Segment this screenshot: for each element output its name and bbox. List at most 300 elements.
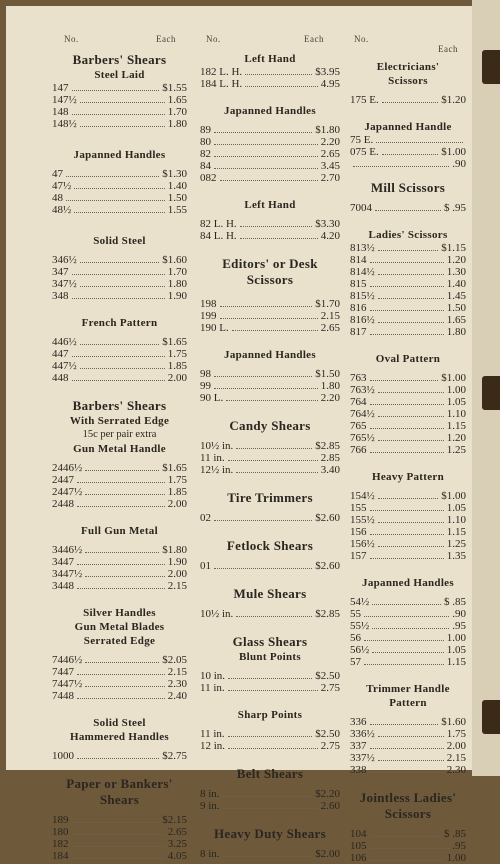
dot-leader [85,678,165,687]
item-price: 1.45 [446,290,466,302]
item-price: $2.50 [315,728,340,740]
price-row [52,82,187,94]
item-number: 90 L. [200,392,224,404]
price-row [200,560,340,572]
price-row [350,326,466,338]
section-title: Tire Trimmers [227,490,313,505]
item-number: 082 [200,172,217,184]
item-number: 816 [350,302,367,314]
dot-leader [214,512,312,521]
price-row [350,514,466,526]
item-number: 348 [52,290,69,302]
dot-leader [236,464,317,473]
dot-leader [80,94,165,103]
item-price: $2.00 [315,848,340,860]
item-price: 1.25 [446,444,466,456]
item-price: 1.30 [446,266,466,278]
price-row [52,814,187,826]
price-row [350,752,466,764]
price-row [52,168,187,180]
dot-leader [378,408,444,417]
item-number: 336 [350,716,367,728]
price-row [200,310,340,322]
price-row [350,828,466,840]
column-2 [200,52,340,860]
section-title: Solid Steel [93,235,146,247]
item-number: 12½ in. [200,464,234,476]
price-row [350,490,466,502]
price-row [350,158,466,170]
item-price: 2.85 [320,452,340,464]
section-title: Japanned Handles [362,577,454,589]
price-row [52,666,187,678]
dot-leader [80,254,160,263]
item-number: 3446½ [52,544,83,556]
item-number: 47 [52,168,63,180]
price-row [52,544,187,556]
price-row [350,266,466,278]
item-number: 815 [350,278,367,290]
price-list [350,94,466,106]
item-price: 1.90 [167,556,187,568]
dot-leader [214,160,318,169]
item-number: 7446½ [52,654,83,666]
item-number: 10½ in. [200,440,234,452]
item-number: 56 [350,632,361,644]
price-row [52,204,187,216]
item-price: $1.80 [315,124,340,136]
price-row [200,78,340,90]
price-list [200,124,340,184]
dot-leader [74,204,165,213]
item-price: 1.40 [446,278,466,290]
price-list [200,670,340,694]
item-number: 813½ [350,242,375,254]
item-number: 47½ [52,180,72,192]
item-number: 446½ [52,336,77,348]
item-price: 3.45 [320,160,340,172]
dot-leader [370,840,450,849]
item-price: 2.00 [167,372,187,384]
dot-leader [85,462,159,471]
item-number: 11 in. [200,682,225,694]
item-number: 89 [200,124,211,136]
dot-leader [77,666,165,675]
item-number: 48 [52,192,63,204]
section-title: Japanned Handles [224,349,316,361]
item-price: 3.25 [167,838,187,850]
item-number: 98 [200,368,211,380]
dot-leader [370,740,444,749]
price-row [200,124,340,136]
item-number: 57 [350,656,361,668]
dot-leader [223,788,313,797]
price-list [52,82,187,130]
dot-leader [228,670,312,679]
section-title: Heavy Pattern [371,471,445,483]
dot-leader [378,242,439,251]
index-tab [482,700,500,734]
item-price: $2.85 [315,608,340,620]
item-number: 56½ [350,644,370,656]
section-title: Heavy Duty Shears [214,826,326,841]
item-price: .90 [452,158,466,170]
item-price: $1.55 [162,82,187,94]
dot-leader [223,800,318,809]
price-row [200,218,340,230]
section-title: Left Hand [244,199,296,211]
item-number: 337 [350,740,367,752]
section-title: Ladies' Scissors [368,229,448,241]
price-list [200,368,340,404]
price-row [350,716,466,728]
item-number: 2448 [52,498,74,510]
item-price: 1.75 [167,348,187,360]
item-price: 4.05 [167,850,187,862]
item-price: $ .85 [444,828,466,840]
item-number: 447½ [52,360,77,372]
item-price: 1.00 [446,384,466,396]
item-price: 1.15 [446,526,466,538]
price-list [350,242,466,338]
price-row [350,764,466,776]
item-price: 2.20 [320,392,340,404]
price-list [200,608,340,620]
dot-leader [85,654,159,663]
price-row [52,750,187,762]
price-list [200,728,340,752]
section-title: Candy Shears [229,418,311,433]
item-number: 763½ [350,384,375,396]
price-row [350,740,466,752]
item-number: 82 L. H. [200,218,237,230]
price-row [52,838,187,850]
dot-leader [72,826,165,835]
section-title: Jointless Ladies' [359,790,457,805]
item-price: 2.30 [167,678,187,690]
item-price: 2.65 [320,148,340,160]
item-number: 155½ [350,514,375,526]
dot-leader [240,230,318,239]
price-list [200,560,340,572]
item-price: 1.05 [446,644,466,656]
price-row [350,728,466,740]
price-list [200,298,340,334]
price-row [52,192,187,204]
item-price: $1.60 [441,716,466,728]
section-title: Barbers' Shears [72,398,167,413]
dot-leader [72,838,165,847]
dot-leader [382,94,439,103]
index-tab [482,376,500,410]
item-price: 1.75 [446,728,466,740]
col1-each-header: Each [156,34,176,44]
dot-leader [214,148,318,157]
item-price: $ .85 [444,596,466,608]
item-price: 2.00 [167,498,187,510]
item-number: 816½ [350,314,375,326]
section-title: Japanned Handles [73,149,166,161]
dot-leader [66,168,159,177]
dot-leader [228,728,313,737]
section-subtitle: Shears [99,792,140,807]
dot-leader [378,432,444,441]
dot-leader [214,124,312,133]
price-row [52,266,187,278]
item-price: $2.60 [315,560,340,572]
price-list [200,440,340,476]
item-number: 154½ [350,490,375,502]
price-row [200,230,340,242]
item-number: 156½ [350,538,375,550]
price-row [350,550,466,562]
price-row [200,464,340,476]
item-number: 198 [200,298,217,310]
item-price: $3.30 [315,218,340,230]
item-number: 336½ [350,728,375,740]
dot-leader [378,514,444,523]
price-list [350,202,466,214]
price-list [350,372,466,456]
item-number: 75 E. [350,134,374,146]
item-number: 190 L. [200,322,229,334]
item-price: 1.85 [167,360,187,372]
price-row [200,172,340,184]
dot-leader [370,326,444,335]
item-price: 1.70 [167,266,187,278]
price-row [350,202,466,214]
item-number: 180 [52,826,69,838]
item-number: 11 in. [200,452,225,464]
price-row [350,852,466,864]
dot-leader [364,632,444,641]
price-row [350,254,466,266]
price-row [350,502,466,514]
item-price: 2.40 [167,690,187,702]
item-price: 2.15 [167,580,187,592]
section-title: Sharp Points [237,709,303,721]
price-row [200,368,340,380]
item-number: 815½ [350,290,375,302]
item-number: 346½ [52,254,77,266]
item-price: 1.80 [167,118,187,130]
price-row [52,474,187,486]
item-price: 1.10 [446,408,466,420]
item-price: 1.50 [167,192,187,204]
item-number: 105 [350,840,367,852]
item-number: 447 [52,348,69,360]
item-number: 347½ [52,278,77,290]
item-number: 12 in. [200,740,226,752]
item-price: 1.00 [446,852,466,864]
item-price: $1.50 [315,368,340,380]
item-price: $2.85 [315,440,340,452]
item-price: 1.05 [446,396,466,408]
section-subtitle: Pattern [389,697,427,709]
item-number: 1000 [52,750,74,762]
col3-no-header: No. [354,34,369,44]
section-title: Silver Handles [83,607,156,619]
dot-leader [77,690,165,699]
dot-leader [214,560,312,569]
dot-leader [378,266,444,275]
col2-no-header: No. [206,34,221,44]
item-number: 84 L. H. [200,230,237,242]
dot-leader [370,852,444,861]
item-price: 2.75 [320,740,340,752]
price-row [200,740,340,752]
dot-leader [72,814,160,823]
item-price: 1.20 [446,432,466,444]
dot-leader [245,78,318,87]
price-row [52,486,187,498]
dot-leader [77,474,165,483]
dot-leader [72,850,165,859]
dot-leader [370,254,444,263]
price-row [200,392,340,404]
item-price: $2.60 [315,512,340,524]
dot-leader [226,392,318,401]
dot-leader [72,290,165,299]
item-price: 1.10 [446,514,466,526]
item-number: 10 in. [200,670,226,682]
dot-leader [245,66,312,75]
price-row [350,526,466,538]
item-price: 1.05 [446,502,466,514]
dot-leader [223,848,313,857]
dot-leader [80,360,165,369]
section-title: Mule Shears [233,586,307,601]
dot-leader [364,608,449,617]
price-row [350,444,466,456]
index-tab [482,50,500,84]
dot-leader [372,644,444,653]
dot-leader [353,158,449,167]
dot-leader [370,502,444,511]
item-price: 1.15 [446,656,466,668]
item-price: $2.15 [162,814,187,826]
dot-leader [72,372,165,381]
page-edge [472,0,500,776]
item-number: 3448 [52,580,74,592]
price-row [52,580,187,592]
price-row [52,94,187,106]
price-row [52,462,187,474]
item-number: 8 in. [200,788,220,800]
dot-leader [236,608,312,617]
item-number: 338 [350,764,367,776]
section-subtitle: Scissors [388,75,428,87]
dot-leader [370,764,444,773]
price-row [350,372,466,384]
item-price: 1.20 [446,254,466,266]
item-price: $1.70 [315,298,340,310]
dot-leader [220,172,318,181]
section-subtitle: Gun Metal Handle [73,443,166,455]
item-price: 2.60 [320,800,340,812]
price-row [200,452,340,464]
item-price: 2.65 [167,826,187,838]
item-price: 1.80 [167,278,187,290]
item-number: 814 [350,254,367,266]
dot-leader [378,384,444,393]
dot-leader [77,556,165,565]
item-price: 1.90 [167,290,187,302]
dot-leader [74,180,165,189]
price-row [52,690,187,702]
price-list [350,596,466,668]
item-number: 10½ in. [200,608,234,620]
price-row [200,148,340,160]
item-number: 148½ [52,118,77,130]
item-number: 075 E. [350,146,379,158]
price-row [350,384,466,396]
item-price: $1.65 [162,336,187,348]
item-price: 1.70 [167,106,187,118]
price-row [200,670,340,682]
section-subtitle: Scissors [384,806,432,821]
item-number: 184 [52,850,69,862]
dot-leader [77,498,165,507]
dot-leader [370,302,444,311]
price-list [52,168,187,216]
dot-leader [370,828,442,837]
dot-leader [370,372,439,381]
item-price: 2.65 [320,322,340,334]
item-number: 337½ [350,752,375,764]
dot-leader [77,750,159,759]
column-3 [350,60,466,864]
dot-leader [80,336,160,345]
item-price: $1.20 [441,94,466,106]
item-number: 2447½ [52,486,83,498]
price-row [200,682,340,694]
price-row [200,322,340,334]
item-number: 99 [200,380,211,392]
item-number: 3447½ [52,568,83,580]
item-price: $2.20 [315,788,340,800]
price-list [350,490,466,562]
price-row [200,380,340,392]
section-title: Japanned Handles [224,105,316,117]
item-number: 147 [52,82,69,94]
section-subtitle: Gun Metal Blades [74,621,165,633]
item-price: .95 [452,620,466,632]
price-row [200,848,340,860]
price-list [350,716,466,776]
item-price: $1.60 [162,254,187,266]
price-list [52,462,187,510]
price-list [200,848,340,860]
price-row [52,654,187,666]
item-number: 48½ [52,204,72,216]
price-row [200,160,340,172]
price-row [200,298,340,310]
price-row [350,596,466,608]
dot-leader [66,192,165,201]
item-price: 4.95 [320,78,340,90]
dot-leader [214,368,312,377]
price-row [350,146,466,158]
price-row [350,242,466,254]
dot-leader [72,266,165,275]
dot-leader [77,580,165,589]
item-price: $3.95 [315,66,340,78]
item-price: 1.55 [167,204,187,216]
price-row [52,678,187,690]
price-list [52,654,187,702]
section-subtitle: Blunt Points [239,651,301,663]
